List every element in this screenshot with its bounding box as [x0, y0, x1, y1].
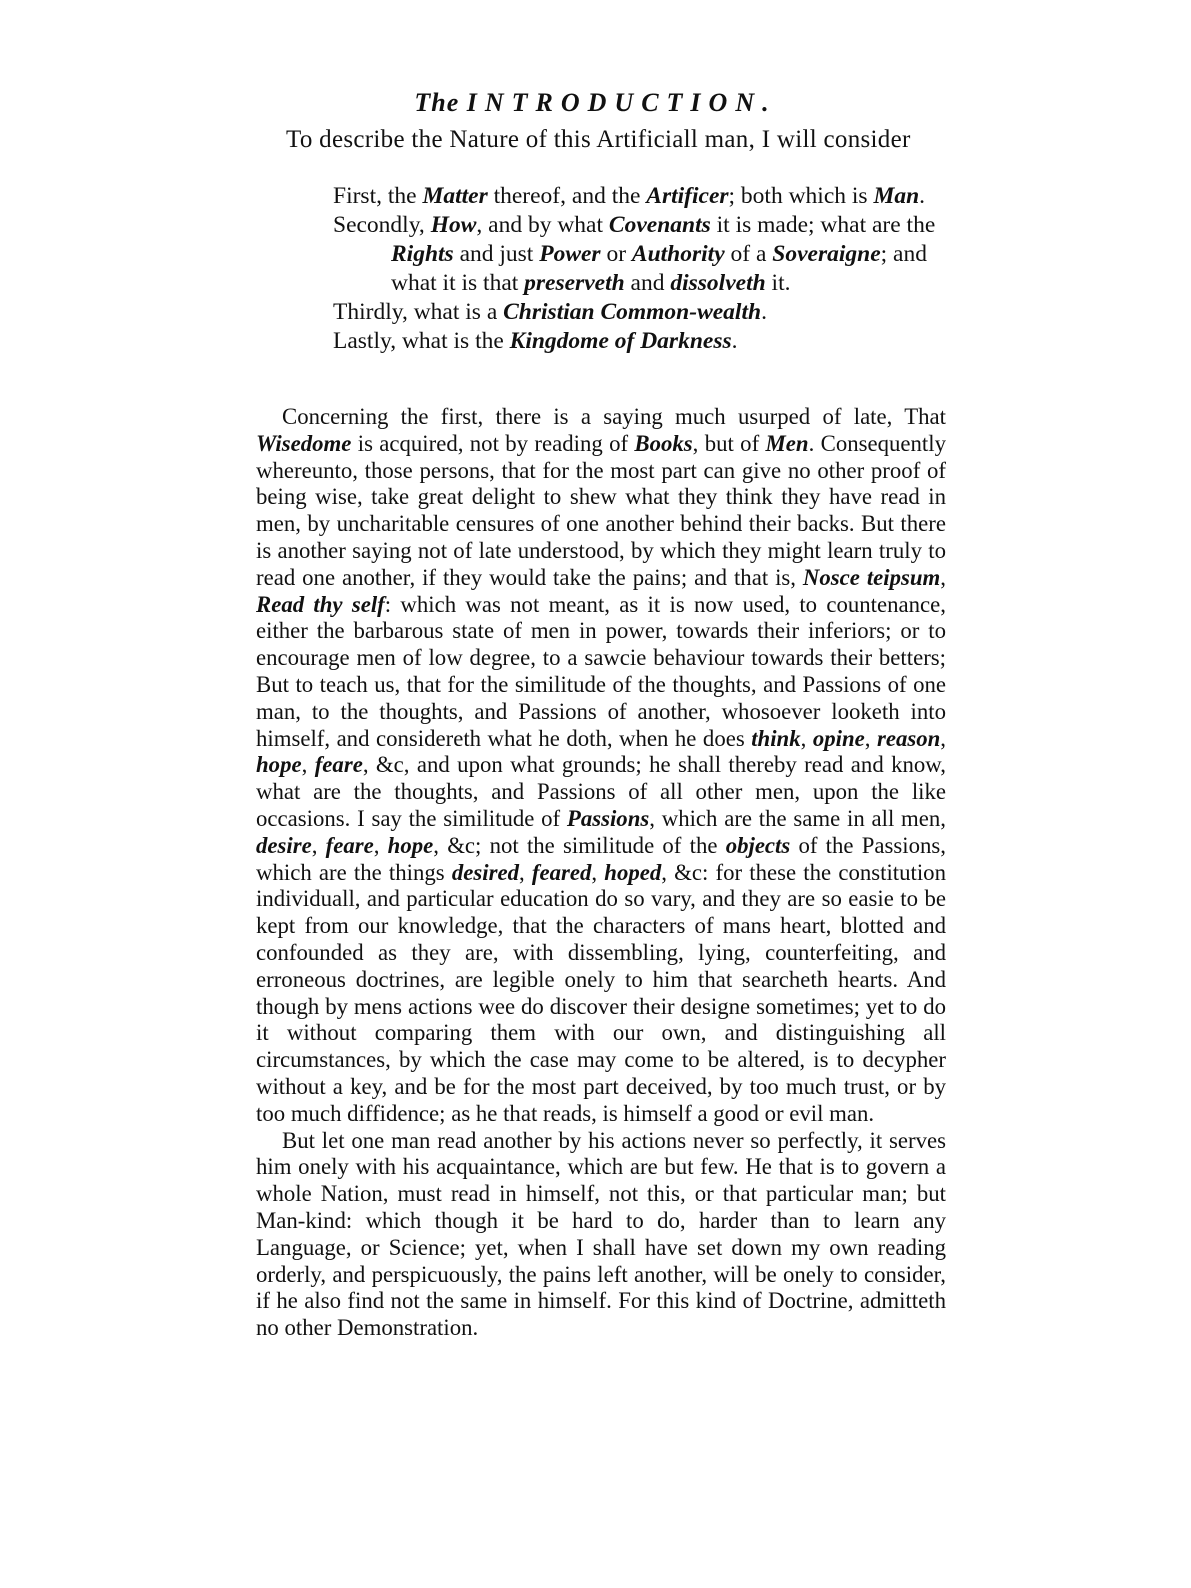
term-rights: Rights	[391, 241, 454, 267]
term-commonwealth: Christian Common-wealth	[503, 299, 762, 325]
outline-list	[333, 182, 953, 356]
term-covenants: Covenants	[608, 212, 711, 238]
term-matter: Matter	[422, 183, 488, 209]
term-preserveth: preserveth	[524, 270, 625, 296]
term-man: Man	[873, 183, 920, 209]
term-how: How	[430, 212, 477, 238]
intro-sentence: To describe the Nature of this Artificiall man, I will consider	[286, 126, 911, 153]
running-header	[0, 88, 1191, 118]
term-authority: Authority	[631, 241, 725, 267]
paragraph-2: But let one man read another by his actions never so perfectly, it serves him onely with his acquaintance, which are but few. He that is to govern a whole Nation, must read in himself, not this, or that particular man; but Man-kind: which though it be hard to do, harder than to learn any Language, or Science; yet, when I shall have set down my own reading orderly, and perspicuously, the pains left another, will be onely to consider, if he also find not the same in himself. For this kind of Doctrine, admitteth no other Demonstration.	[256, 1127, 946, 1341]
term-soveraigne: Soveraigne	[772, 241, 881, 267]
header-title: INTRODUCTION.	[466, 88, 777, 117]
body-text	[256, 404, 946, 1342]
paragraph-1: Concerning the first, there is a saying much usurped of late, That Wisedome is acquired, not by reading of Books, but of Men. Consequently whereunto, those persons, that for the most part can give no other proof of being wise, take great delight to shew what they think they have read in men, by uncharitable censures of one another behind their backs. But there is another saying not of late understood, by which they might learn truly to read one another, if they would take the pains; and that is, Nosce teipsum, Read thy self: which was not meant, as it is now used, to countenance, either the barbarous state of men in power, towards their inferiors; or to encourage men of low degree, to a sawcie behaviour towards their betters; But to teach us, that for the similitude of the thoughts, and Passions of one man, to the thoughts, and Passions of another, whosoever looketh into himself, and considereth what he doth, when he does think, opine, reason, hope, feare, &c, and upon what grounds; he shall thereby read and know, what are the thoughts, and Passions of all other men, upon the like occasions. I say the similitude of Passions, which are the same in all men, desire, feare, hope, &c; not the similitude of the objects of the Passions, which are the things desired, feared, hoped, &c: for these the constitution individuall, and particular education do so vary, and they are so easie to be kept from our knowledge, that the characters of mans heart, blotted and confounded as they are, with dissembling, lying, counterfeiting, and erroneous doctrines, are legible onely to him that searcheth hearts. And though by mens actions wee do discover their designe sometimes; yet to do it without comparing them with our own, and distinguishing all circumstances, by which the case may come to be altered, is to decypher without a key, and be for the most part deceived, by too much trust, or by too much diffidence; as he that reads, is himself a good or evil man.	[256, 404, 946, 1126]
term-kingdome: Kingdome of Darkness	[509, 328, 732, 354]
term-artificer: Artificer	[646, 183, 729, 209]
term-power: Power	[539, 241, 601, 267]
header-article: The	[414, 88, 467, 117]
outline-item-secondly: Secondly, How, and by what Covenants it is made; what are the Rights and just Power or Authority of a Soveraigne; and what it is that preserveth and dissolveth it.	[333, 212, 936, 296]
term-dissolveth: dissolveth	[670, 270, 766, 296]
outline-item-first: First, the Matter thereof, and the Artificer; both which is Man.	[333, 183, 926, 209]
outline-item-lastly: Lastly, what is the Kingdome of Darkness.	[333, 328, 738, 354]
outline-item-thirdly: Thirdly, what is a Christian Common-wealth.	[333, 299, 767, 325]
